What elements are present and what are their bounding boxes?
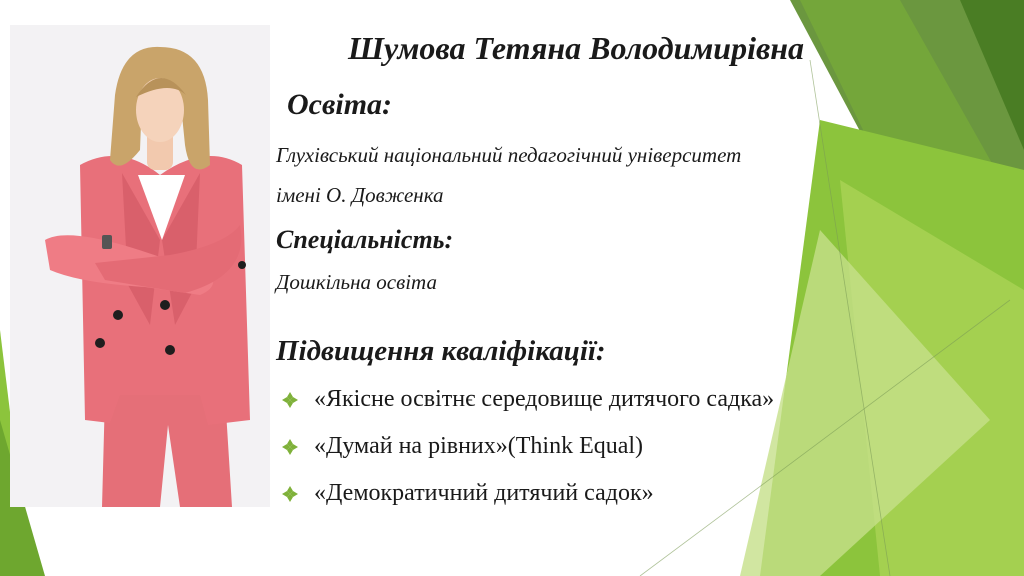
person-name: Шумова Тетяна Володимирівна [348,30,805,66]
qualification-item [282,384,774,431]
qualification-item [282,478,774,525]
diamond-bullet-icon [282,392,298,408]
qualification-text: «Демократичний дитячий садок» [314,480,654,506]
qualification-text: «Якісне освітнє середовище дитячого садка» [314,386,775,412]
specialty-heading: Спеціальність: [276,225,454,254]
qualification-item [282,431,774,478]
diamond-bullet-icon [282,486,298,502]
diamond-bullet-icon [282,439,298,455]
education-line-1: Глухівський національний педагогічний університет [276,143,742,167]
qualification-list [282,384,774,525]
qualification-text: «Думай на рівних»(Think Equal) [314,433,644,459]
education-heading: Освіта: [287,88,393,121]
specialty-value: Дошкільна освіта [276,270,437,294]
education-line-2: імені О. Довженка [276,183,444,207]
qualification-heading: Підвищення кваліфікації: [276,335,606,367]
portrait-photo [10,25,270,507]
